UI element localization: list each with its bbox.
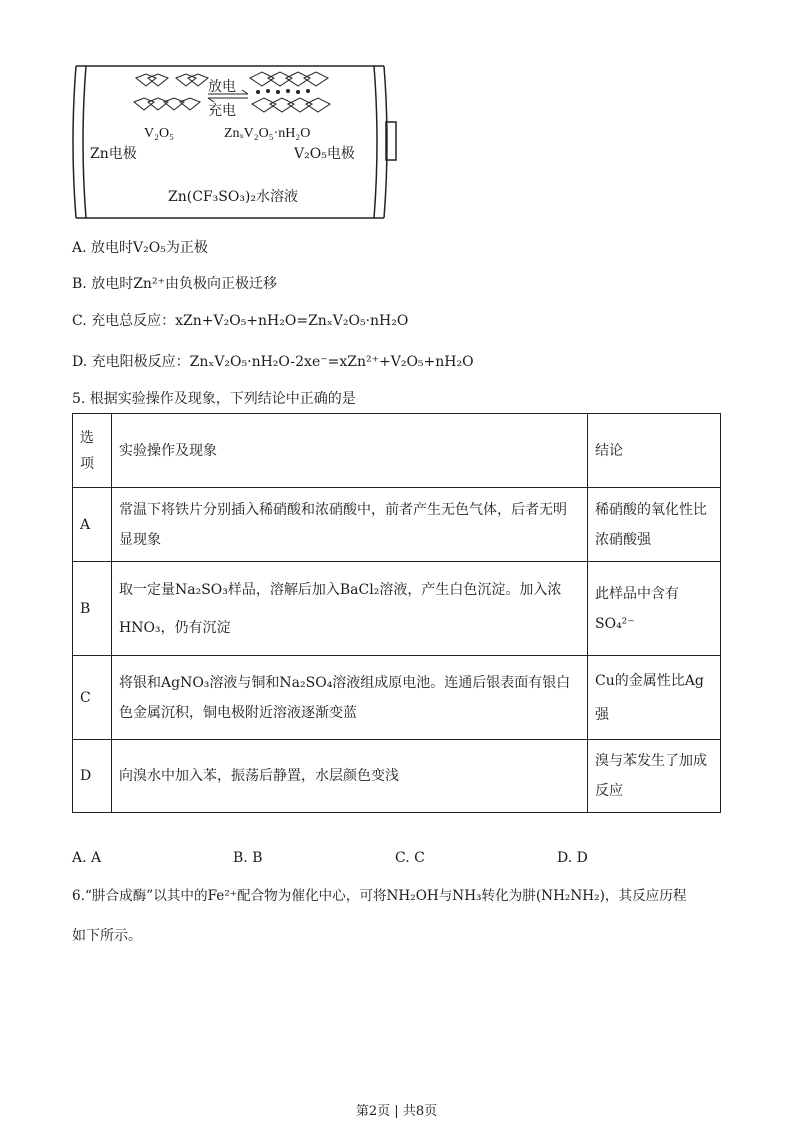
battery-figure: [72, 64, 400, 220]
table-header-row: [73, 414, 721, 488]
zn-electrode-label: Zn电极: [90, 146, 137, 162]
choice-a: A. A: [72, 850, 102, 866]
q5-table: [72, 413, 721, 813]
q4-option-b: [72, 274, 277, 294]
charge-label: 充电: [208, 103, 236, 119]
row-conclusion: 溴与苯发生了加成反应: [588, 740, 721, 813]
row-conclusion: Cu的金属性比Ag强: [588, 656, 721, 740]
option-letter: D.: [72, 354, 88, 370]
option-text: 充电阳极反应：ZnₓV₂O₅·nH₂O-2xe⁻=xZn²⁺+V₂O₅+nH₂O: [91, 354, 474, 370]
header-operation: 实验操作及现象: [112, 414, 588, 488]
row-option: D: [73, 740, 112, 813]
table-row: [73, 562, 721, 656]
page-footer: 第2页 | 共8页: [355, 1104, 438, 1119]
choice-b: B. B: [233, 850, 263, 866]
row-conclusion: 稀硝酸的氧化性比浓硝酸强: [588, 488, 721, 562]
row-operation: 向溴水中加入苯，振荡后静置，水层颜色变浅: [112, 740, 588, 813]
q4-option-a: [72, 238, 208, 258]
row-option: A: [73, 488, 112, 562]
row-operation: 取一定量Na₂SO₃样品，溶解后加入BaCl₂溶液，产生白色沉淀。加入浓HNO₃，仍有沉淀: [112, 562, 588, 656]
option-letter: B.: [72, 276, 87, 292]
option-text: 充电总反应：xZn+V₂O₅+nH₂O=ZnₓV₂O₅·nH₂O: [91, 313, 409, 329]
v2o5-electrode-label: V₂O₅电极: [294, 146, 355, 162]
option-text: 放电时Zn²⁺由负极向正极迁移: [91, 276, 277, 292]
table-row: [73, 488, 721, 562]
q6-stem-line1: 6.“肼合成酶”以其中的Fe²⁺配合物为催化中心，可将NH₂OH与NH₃转化为肼(NH₂NH₂)，其反应历程: [72, 888, 687, 904]
choice-d: D. D: [557, 850, 588, 866]
option-letter: C.: [72, 313, 87, 329]
choice-c: C. C: [395, 850, 425, 866]
q6-stem-line2: 如下所示。: [72, 928, 142, 944]
v2o5-structure-label: V₂O₅: [144, 126, 174, 141]
row-option: B: [73, 562, 112, 656]
q4-option-d: [72, 352, 474, 372]
header-option: 选项: [73, 414, 112, 488]
table-row: [73, 656, 721, 740]
row-conclusion: 此样品中含有SO₄²⁻: [588, 562, 721, 656]
row-operation: 将银和AgNO₃溶液与铜和Na₂SO₄溶液组成原电池。连通后银表面有银白色金属沉积，铜电极附近溶液逐渐变蓝: [112, 656, 588, 740]
row-option: C: [73, 656, 112, 740]
q4-option-c: [72, 311, 408, 331]
row-operation: 常温下将铁片分别插入稀硝酸和浓硝酸中，前者产生无色气体，后者无明显现象: [112, 488, 588, 562]
q5-stem: 5. 根据实验操作及现象，下列结论中正确的是: [72, 391, 356, 407]
header-conclusion: 结论: [588, 414, 721, 488]
option-text: 放电时V₂O₅为正极: [91, 240, 208, 256]
table-row: [73, 740, 721, 813]
znxv2o5-structure-label: ZnₓV₂O₅·nH₂O: [224, 126, 311, 141]
discharge-label: 放电: [208, 79, 236, 95]
option-letter: A.: [72, 240, 87, 256]
electrolyte-label: Zn(CF₃SO₃)₂水溶液: [168, 189, 298, 205]
